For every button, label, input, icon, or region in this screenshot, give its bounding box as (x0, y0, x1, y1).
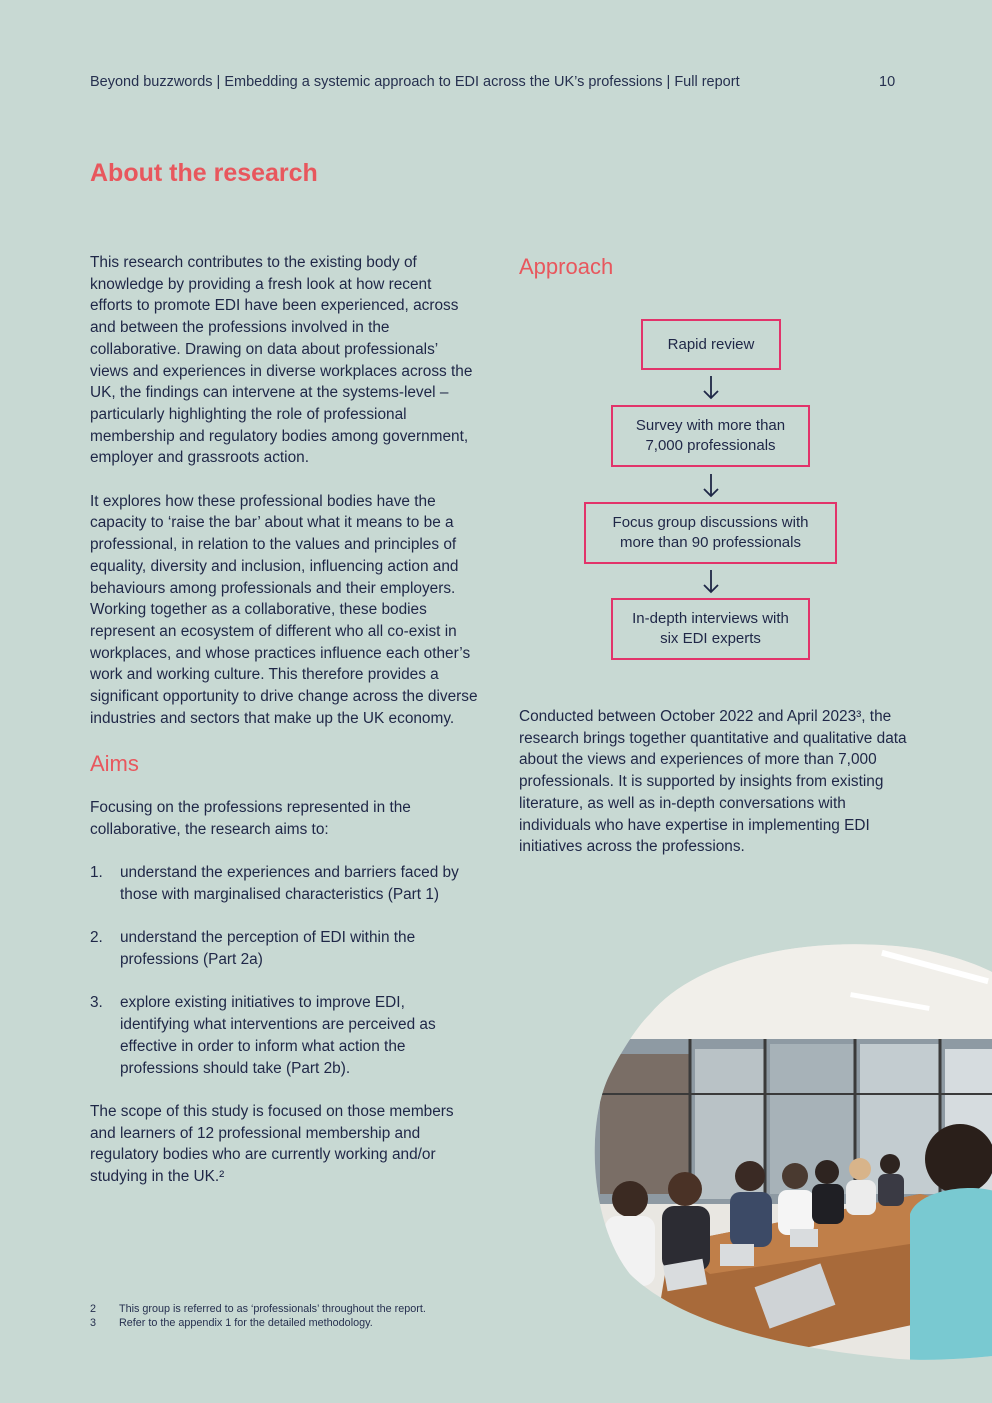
footnote-text: Refer to the appendix 1 for the detailed methodology. (119, 1317, 373, 1329)
aims-heading: Aims (90, 751, 139, 777)
flow-step-focus-groups: Focus group discussions with more than 90 professionals (584, 502, 837, 564)
running-title: Beyond buzzwords | Embedding a systemic approach to EDI across the UK’s professions | Full report (90, 74, 740, 90)
aims-list-item (90, 992, 478, 1079)
aims-lead: Focusing on the professions represented in the collaborative, the research aims to: (90, 799, 411, 838)
footnote-text: This group is referred to as ‘professionals’ throughout the report. (119, 1303, 426, 1315)
footnote (90, 1316, 426, 1330)
approach-description: Conducted between October 2022 and April 2023³, the research brings together quantitative and qualitative data about the views and experiences of more than 7,000 professionals. It is supported by insights from existing literature, as well as in-depth conversations with individuals who have expertise in implementing EDI initiatives across the professions. (519, 708, 907, 856)
footnote-number: 2 (90, 1303, 97, 1315)
left-column (90, 252, 478, 1209)
footnote (90, 1302, 426, 1316)
approach-heading: Approach (519, 254, 614, 279)
aims-list-item (90, 862, 478, 905)
flow-step-survey: Survey with more than 7,000 professionals (611, 405, 810, 467)
intro-paragraph-1: This research contributes to the existing body of knowledge by providing a fresh look at how recent efforts to promote EDI have been experienced, across and between the professions involved in the collaborative. Drawing on data about professionals’ views and experiences in diverse workplaces across the UK, the findings can intervene at the systems-level – particularly highlighting the role of professional membership and regulatory bodies among government, employer and grassroots action. (90, 254, 473, 467)
arrow-down-icon (701, 473, 721, 499)
flow-step-interviews: In-depth interviews with six EDI experts (611, 598, 810, 660)
intro-paragraph-2: It explores how these professional bodies have the capacity to ‘raise the bar’ about what it means to be a professional, in relation to the values and principles of equality, diversity and inclusion, influencing action and behaviours among professionals and their employers. Working together as a collaborative, these bodies represent an ecosystem of different who all co-exist in workplaces, and whose practices influence each other’s work and working culture. This therefore provides a significant opportunity to drive change across the diverse industries and sectors that make up the UK economy. (90, 492, 478, 727)
page-title: About the research (90, 159, 318, 187)
list-number: 2. (90, 929, 103, 947)
aims-list-item (90, 927, 478, 970)
list-text: understand the perception of EDI within the professions (Part 2a) (120, 929, 416, 969)
list-number: 1. (90, 864, 103, 882)
list-number: 3. (90, 994, 103, 1012)
aims-list (90, 862, 478, 1079)
meeting-room-photo (590, 944, 992, 1364)
list-text: explore existing initiatives to improve EDI, identifying what interventions are perceived as effective in order to inform what action the professions should take (Part 2b). (120, 994, 436, 1077)
flow-step-rapid-review: Rapid review (641, 319, 781, 370)
arrow-down-icon (701, 569, 721, 595)
list-text: understand the experiences and barriers faced by those with marginalised characteristics (Part 1) (120, 864, 459, 903)
page-number: 10 (879, 74, 896, 90)
footnotes (90, 1302, 426, 1330)
scope-paragraph: The scope of this study is focused on those members and learners of 12 professional membership and regulatory bodies who are currently working and/or studying in the UK.² (90, 1102, 454, 1186)
arrow-down-icon (701, 375, 721, 401)
footnote-number: 3 (90, 1317, 97, 1329)
